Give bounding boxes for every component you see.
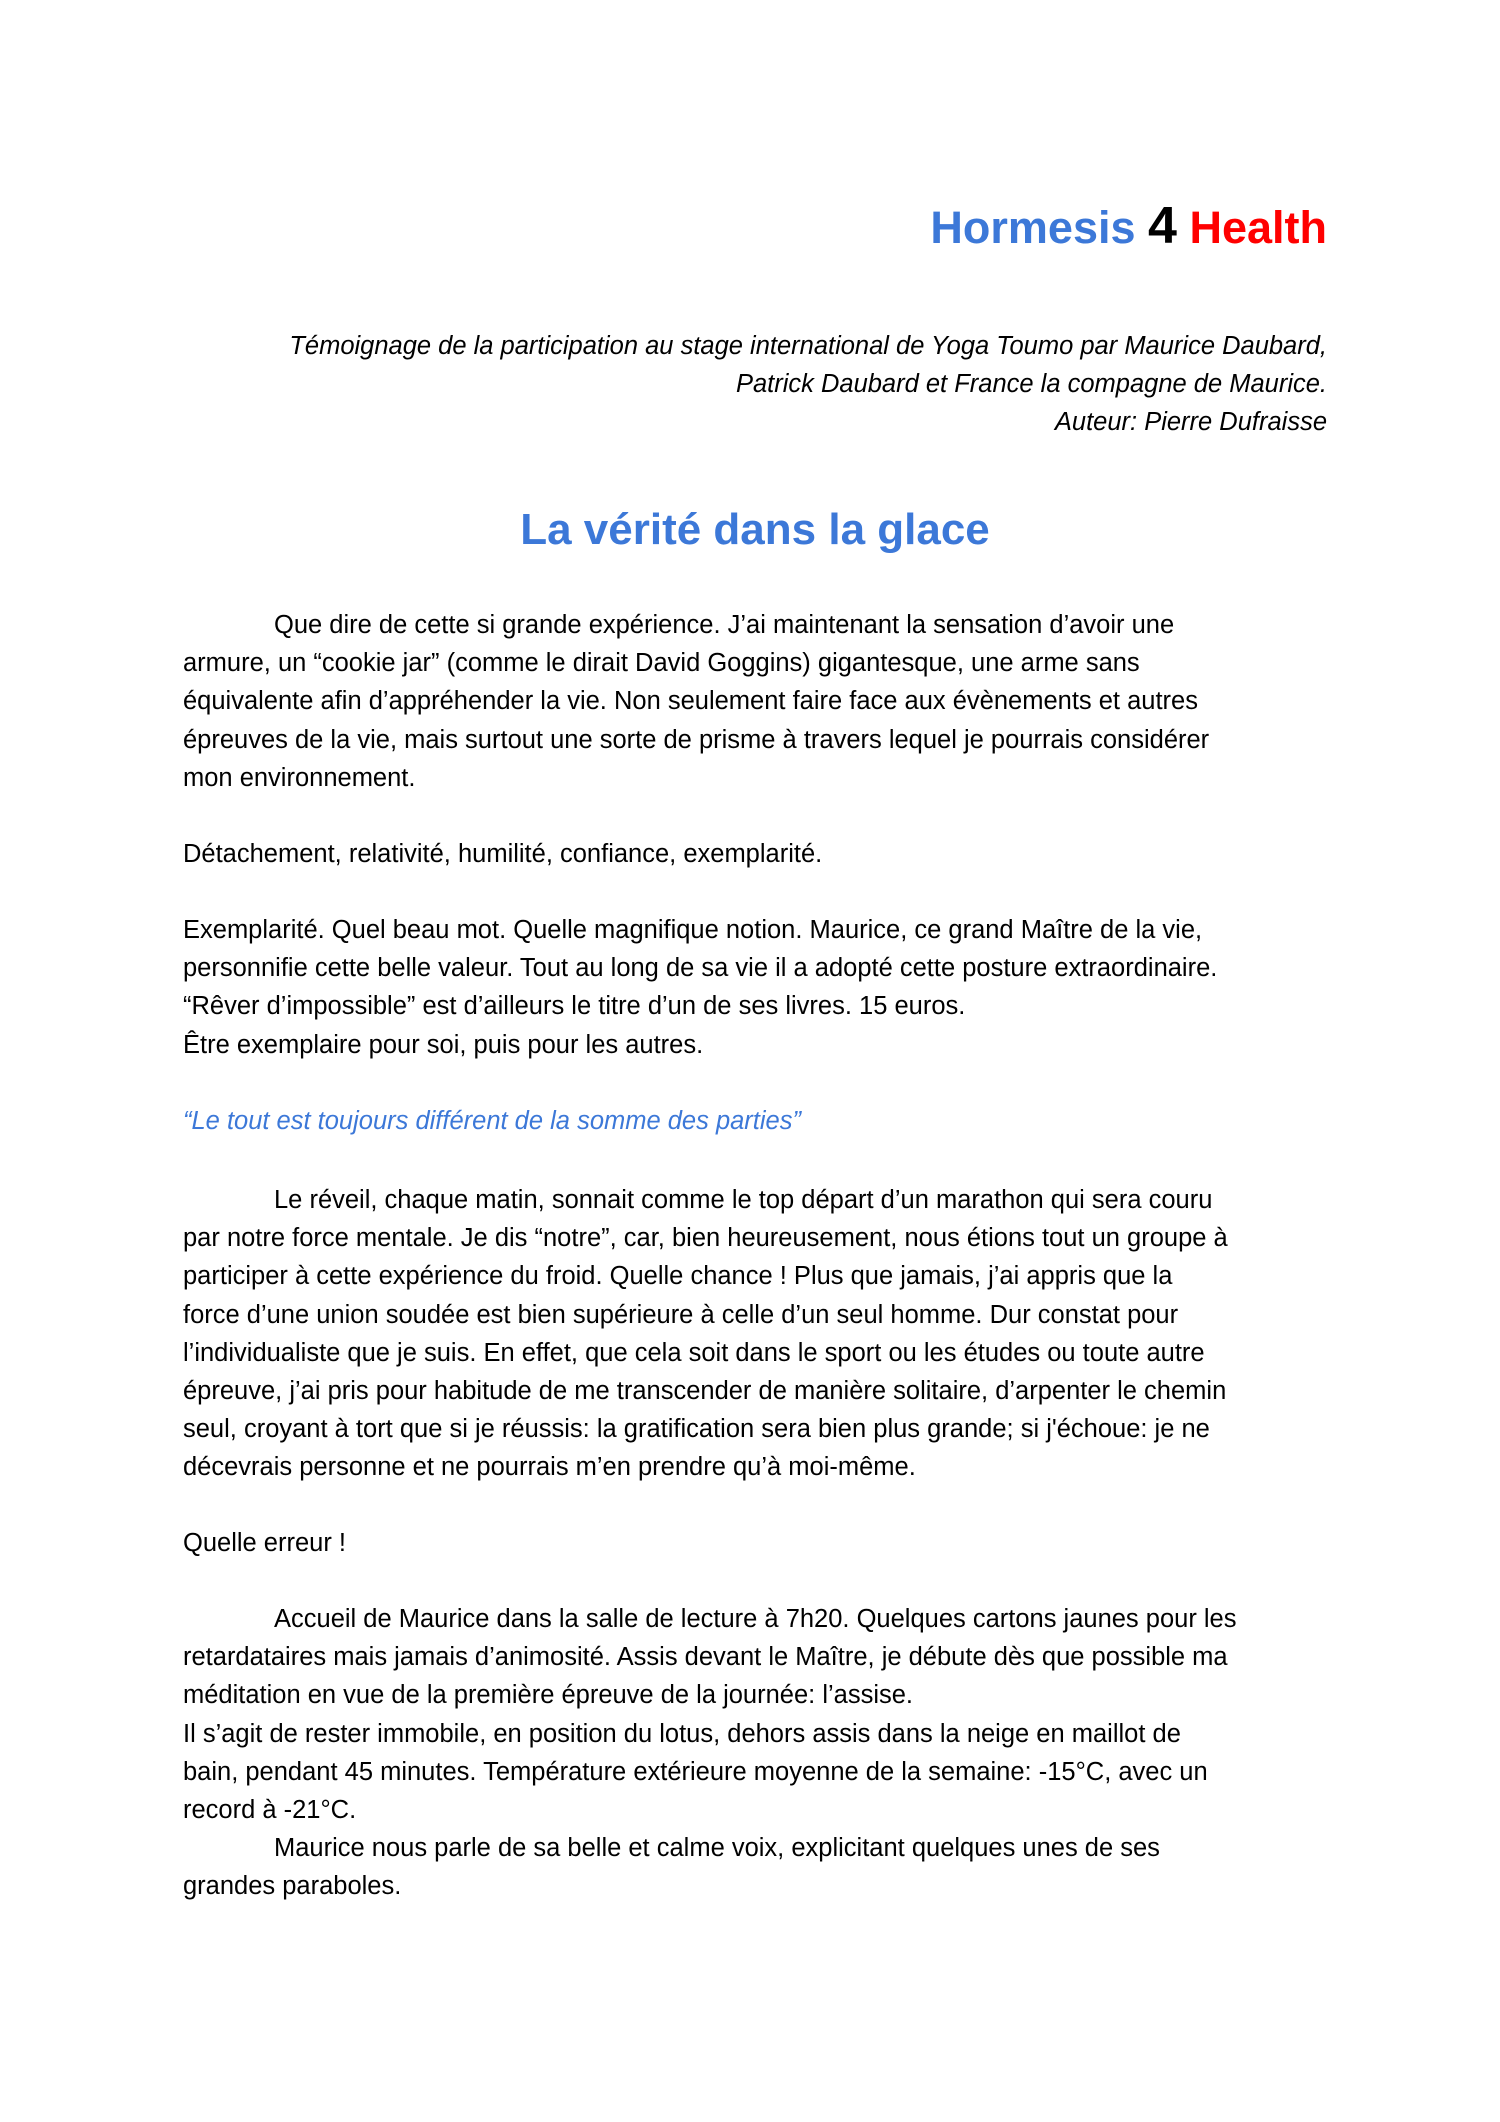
text-line: Être exemplaire pour soi, puis pour les autres. bbox=[183, 1030, 704, 1059]
text-line: record à -21°C. bbox=[183, 1796, 357, 1825]
text-line: Exemplarité. Quel beau mot. Quelle magnifique notion. Maurice, ce grand Maître de la vie, bbox=[183, 916, 1203, 944]
brand-health: Health bbox=[1189, 202, 1327, 253]
paragraph bbox=[183, 606, 1343, 797]
text-line: Le réveil, chaque matin, sonnait comme le top départ d’un marathon qui sera couru bbox=[274, 1186, 1213, 1214]
text-line: méditation en vue de la première épreuve de la journée: l’assise. bbox=[183, 1681, 914, 1710]
text-line: personnifie cette belle valeur. Tout au long de sa vie il a adopté cette posture extraordinaire. bbox=[183, 954, 1218, 983]
text-line: retardataires mais jamais d’animosité. Assis devant le Maître, je débute dès que possible ma bbox=[183, 1643, 1228, 1672]
text-line: épreuves de la vie, mais surtout une sorte de prisme à travers lequel je pourrais considérer bbox=[183, 725, 1210, 754]
text-line: Accueil de Maurice dans la salle de lecture à 7h20. Quelques cartons jaunes pour les bbox=[274, 1605, 1237, 1633]
subtitle bbox=[289, 327, 1327, 442]
paragraph bbox=[183, 1600, 1343, 1906]
text-line: Maurice nous parle de sa belle et calme voix, explicitant quelques unes de ses bbox=[274, 1834, 1160, 1863]
subtitle-line: Patrick Daubard et France la compagne de Maurice. bbox=[735, 370, 1327, 399]
text-line: Que dire de cette si grande expérience. J’ai maintenant la sensation d’avoir une bbox=[274, 611, 1175, 639]
text-line: force d’une union soudée est bien supérieure à celle d’un seul homme. Dur constat pour bbox=[183, 1300, 1179, 1329]
pull-quote bbox=[183, 1102, 1343, 1140]
text-line: équivalente afin d’appréhender la vie. Non seulement faire face aux évènements et autres bbox=[183, 687, 1198, 716]
text-line: décevrais personne et ne pourrais m’en prendre qu’à moi-même. bbox=[183, 1453, 916, 1482]
text-line: mon environnement. bbox=[183, 763, 416, 792]
text-line: armure, un “cookie jar” (comme le dirait David Goggins) gigantesque, une arme sans bbox=[183, 649, 1140, 678]
paragraph bbox=[183, 1524, 1343, 1562]
text-line: l’individualiste que je suis. En effet, que cela soit dans le sport ou les études ou toute autre bbox=[183, 1338, 1205, 1367]
text-line: seul, croyant à tort que si je réussis: la gratification sera bien plus grande; si j'échoue: je ne bbox=[183, 1415, 1210, 1444]
paragraph bbox=[183, 911, 1343, 1064]
paragraph bbox=[183, 835, 1343, 873]
author-line: Auteur: Pierre Dufraisse bbox=[1054, 408, 1327, 437]
text-line: Il s’agit de rester immobile, en position du lotus, dehors assis dans la neige en maillot de bbox=[183, 1719, 1181, 1748]
text-line: “Le tout est toujours différent de la somme des parties” bbox=[183, 1107, 801, 1135]
text-line: par notre force mentale. Je dis “notre”, car, bien heureusement, nous étions tout un groupe à bbox=[183, 1224, 1228, 1253]
brand-logo bbox=[930, 196, 1327, 256]
brand-four: 4 bbox=[1148, 197, 1177, 255]
brand-hormesis: Hormesis bbox=[930, 202, 1136, 253]
text-line: “Rêver d’impossible” est d’ailleurs le titre d’un de ses livres. 15 euros. bbox=[183, 992, 966, 1021]
text-line: épreuve, j’ai pris pour habitude de me transcender de manière solitaire, d’arpenter le chemin bbox=[183, 1377, 1227, 1406]
text-line: Détachement, relativité, humilité, confiance, exemplarité. bbox=[183, 840, 823, 868]
page-title: La vérité dans la glace bbox=[520, 505, 990, 554]
text-line: grandes paraboles. bbox=[183, 1872, 402, 1901]
text-line: participer à cette expérience du froid. Quelle chance ! Plus que jamais, j’ai appris que la bbox=[183, 1262, 1173, 1291]
paragraph bbox=[183, 1181, 1343, 1487]
text-line: Quelle erreur ! bbox=[183, 1529, 346, 1557]
subtitle-line: Témoignage de la participation au stage international de Yoga Toumo par Maurice Daubard, bbox=[289, 332, 1327, 360]
text-line: bain, pendant 45 minutes. Température extérieure moyenne de la semaine: -15°C, avec un bbox=[183, 1757, 1208, 1786]
